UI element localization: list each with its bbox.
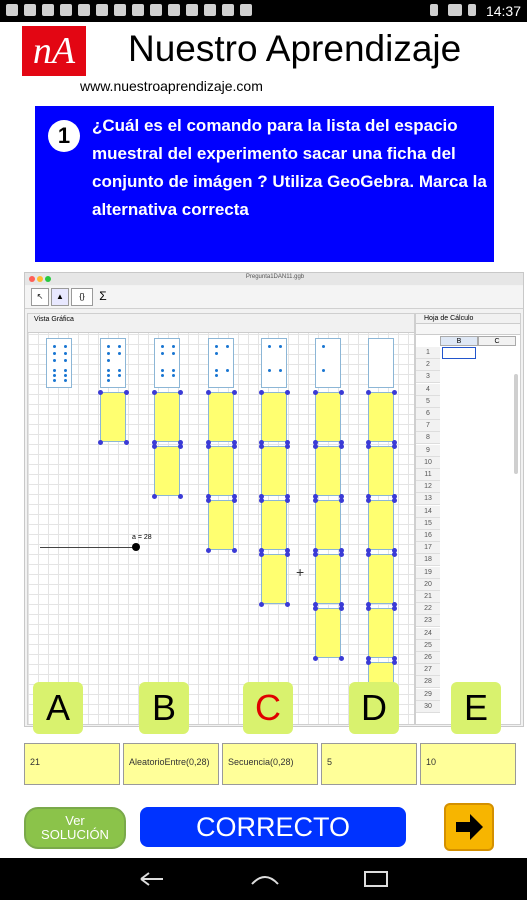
ver-label: Ver: [65, 813, 85, 828]
vertex-point[interactable]: [98, 440, 103, 445]
yellow-card: [208, 392, 234, 442]
yellow-card: [208, 446, 234, 496]
row-header[interactable]: 1: [416, 347, 440, 359]
vertex-point[interactable]: [206, 390, 211, 395]
vertex-point[interactable]: [313, 444, 318, 449]
domino-tile: [261, 338, 287, 388]
recent-apps-icon[interactable]: [361, 869, 391, 889]
yellow-card: [261, 554, 287, 604]
yellow-card: [368, 500, 394, 550]
app-title: Nuestro Aprendizaje: [128, 28, 462, 69]
vertex-point[interactable]: [313, 552, 318, 557]
vertex-point[interactable]: [285, 602, 290, 607]
scrollbar[interactable]: [514, 374, 518, 474]
bluetooth-icon: [430, 4, 438, 16]
wrench-icon: [60, 4, 72, 16]
clock: 14:37: [485, 3, 521, 19]
slider-label: a = 28: [132, 534, 152, 541]
domino-tile: [208, 338, 234, 388]
option-d-button[interactable]: [349, 682, 399, 734]
option-letter: D: [361, 687, 387, 728]
yellow-card: [368, 554, 394, 604]
vertex-point[interactable]: [232, 498, 237, 503]
option-b-button[interactable]: [139, 682, 189, 734]
domino-tile: [100, 338, 126, 388]
row-header[interactable]: 28: [416, 676, 440, 688]
option-c-button[interactable]: [243, 682, 293, 734]
vertex-point[interactable]: [366, 498, 371, 503]
vertex-point[interactable]: [339, 552, 344, 557]
yellow-card: [315, 608, 341, 658]
notification-icon: [6, 4, 18, 16]
move-tool-icon[interactable]: ↖: [31, 288, 49, 306]
row-header[interactable]: 5: [416, 396, 440, 408]
image-icon: [240, 4, 252, 16]
wrench-icon: [42, 4, 54, 16]
answer-e[interactable]: 10: [420, 743, 516, 785]
result-banner: CORRECTO: [140, 807, 406, 847]
vertex-point[interactable]: [259, 498, 264, 503]
vertex-point[interactable]: [285, 390, 290, 395]
vertex-point[interactable]: [366, 552, 371, 557]
warning-icon: [132, 4, 144, 16]
solucion-label: SOLUCIÓN: [41, 827, 109, 842]
vertex-point[interactable]: [259, 444, 264, 449]
row-header[interactable]: 4: [416, 384, 440, 396]
download-icon: [168, 4, 180, 16]
window-titlebar: [25, 273, 524, 285]
sigma-tool-icon[interactable]: Σ: [99, 289, 107, 303]
yellow-card: [208, 500, 234, 550]
vertex-point[interactable]: [366, 606, 371, 611]
vertex-point[interactable]: [392, 606, 397, 611]
row-header[interactable]: 24: [416, 628, 440, 640]
file-title: Pregunta1DAN11.ggb: [245, 274, 305, 280]
option-letter: A: [45, 687, 70, 728]
yellow-card: [261, 446, 287, 496]
slider-handle[interactable]: [132, 543, 140, 551]
ver-solucion-button[interactable]: [24, 807, 126, 849]
vertex-point[interactable]: [206, 444, 211, 449]
row-header[interactable]: 21: [416, 591, 440, 603]
vertex-point[interactable]: [392, 660, 397, 665]
row-header[interactable]: 6: [416, 408, 440, 420]
next-button[interactable]: [444, 803, 494, 851]
vertex-point[interactable]: [392, 498, 397, 503]
row-header[interactable]: 20: [416, 579, 440, 591]
row-header[interactable]: 10: [416, 457, 440, 469]
row-header[interactable]: 17: [416, 542, 440, 554]
row-header[interactable]: 25: [416, 640, 440, 652]
domino-tile: [368, 338, 394, 388]
vertex-point[interactable]: [152, 444, 157, 449]
yellow-card: [154, 392, 180, 442]
yellow-card: [261, 392, 287, 442]
vertex-point[interactable]: [285, 498, 290, 503]
arrow-right-icon: [446, 805, 492, 849]
spreadsheet-title: Hoja de Cálculo: [424, 315, 474, 322]
graphics-view-title: Vista Gráfica: [34, 316, 74, 323]
selected-cell[interactable]: [442, 347, 476, 359]
row-header[interactable]: 30: [416, 701, 440, 713]
warning-icon: [150, 4, 162, 16]
chart-tool-icon[interactable]: ▲: [51, 288, 69, 306]
image-icon: [222, 4, 234, 16]
list-tool-icon[interactable]: {}: [71, 288, 93, 306]
option-letter: B: [151, 687, 176, 728]
vertex-point[interactable]: [285, 444, 290, 449]
row-header[interactable]: 15: [416, 518, 440, 530]
row-header[interactable]: 23: [416, 615, 440, 627]
vertex-point[interactable]: [178, 494, 183, 499]
option-letter: E: [463, 687, 488, 728]
crosshair-icon: +: [296, 564, 305, 580]
yellow-card: [315, 500, 341, 550]
status-bar: [0, 0, 527, 22]
row-header[interactable]: 7: [416, 420, 440, 432]
yellow-card: [315, 392, 341, 442]
yellow-card: [315, 446, 341, 496]
usb-icon: [186, 4, 198, 16]
spreadsheet-view[interactable]: [415, 313, 521, 725]
fb-icon: [78, 4, 90, 16]
vertex-point[interactable]: [152, 494, 157, 499]
vertex-point[interactable]: [178, 444, 183, 449]
navigation-bar: [0, 858, 527, 900]
vertex-point[interactable]: [392, 552, 397, 557]
vertex-point[interactable]: [366, 660, 371, 665]
option-a-button[interactable]: [33, 682, 83, 734]
row-header[interactable]: 16: [416, 530, 440, 542]
vertex-point[interactable]: [392, 390, 397, 395]
vertex-point[interactable]: [339, 390, 344, 395]
yellow-card: [315, 554, 341, 604]
vertex-point[interactable]: [339, 606, 344, 611]
vertex-point[interactable]: [285, 552, 290, 557]
geogebra-toolbar: [25, 286, 524, 309]
row-header[interactable]: 14: [416, 506, 440, 518]
vertex-point[interactable]: [232, 444, 237, 449]
domino-tile: [315, 338, 341, 388]
home-icon[interactable]: [249, 870, 281, 888]
column-header-b[interactable]: B: [440, 336, 478, 346]
option-letter: C: [255, 687, 281, 728]
row-header[interactable]: 19: [416, 567, 440, 579]
row-header[interactable]: 9: [416, 445, 440, 457]
vertex-point[interactable]: [339, 498, 344, 503]
row-header[interactable]: 12: [416, 481, 440, 493]
vertex-point[interactable]: [152, 390, 157, 395]
row-header[interactable]: 18: [416, 554, 440, 566]
answer-b[interactable]: AleatorioEntre(0,28): [123, 743, 219, 785]
domino-tile: [154, 338, 180, 388]
answer-c[interactable]: Secuencia(0,28): [222, 743, 318, 785]
vertex-point[interactable]: [124, 390, 129, 395]
vertex-point[interactable]: [178, 390, 183, 395]
graphics-view-header: [28, 314, 414, 333]
row-header[interactable]: 26: [416, 652, 440, 664]
wifi-icon: [448, 4, 462, 16]
slider-track[interactable]: [40, 547, 136, 548]
answer-d[interactable]: 5: [321, 743, 417, 785]
notification-icon: [24, 4, 36, 16]
battery-icon: [468, 4, 476, 16]
yellow-card: [261, 500, 287, 550]
row-header[interactable]: 22: [416, 603, 440, 615]
spreadsheet-toolbar: [416, 324, 520, 335]
row-header[interactable]: 13: [416, 493, 440, 505]
domino-tile: [46, 338, 72, 388]
vertex-point[interactable]: [313, 498, 318, 503]
yellow-card: [154, 446, 180, 496]
spreadsheet-header: [416, 314, 520, 324]
column-header-c[interactable]: C: [478, 336, 516, 346]
answer-a[interactable]: 21: [24, 743, 120, 785]
settings-icon: [204, 4, 216, 16]
question-number: 1: [48, 120, 80, 152]
geogebra-window[interactable]: [24, 272, 524, 727]
image-icon: [114, 4, 126, 16]
notification-icon: [96, 4, 108, 16]
vertex-point[interactable]: [339, 656, 344, 661]
row-header[interactable]: 27: [416, 664, 440, 676]
vertex-point[interactable]: [313, 656, 318, 661]
row-header[interactable]: 8: [416, 432, 440, 444]
row-header[interactable]: 11: [416, 469, 440, 481]
row-header[interactable]: 2: [416, 359, 440, 371]
vertex-point[interactable]: [98, 390, 103, 395]
row-header[interactable]: 3: [416, 371, 440, 383]
graphics-view[interactable]: [27, 313, 415, 725]
question-text: ¿Cuál es el comando para la lista del espacio muestral del experimento sacar una ficha del conjunto de imágen ? Utiliza GeoGebra. Marca la alternativa correcta: [92, 116, 487, 219]
vertex-point[interactable]: [232, 548, 237, 553]
vertex-point[interactable]: [313, 390, 318, 395]
vertex-point[interactable]: [206, 498, 211, 503]
vertex-point[interactable]: [232, 390, 237, 395]
vertex-point[interactable]: [259, 390, 264, 395]
yellow-card: [368, 446, 394, 496]
vertex-point[interactable]: [366, 390, 371, 395]
yellow-card: [368, 608, 394, 658]
yellow-card: [368, 392, 394, 442]
app-logo: nA: [22, 26, 86, 76]
vertex-point[interactable]: [124, 440, 129, 445]
vertex-point[interactable]: [313, 606, 318, 611]
website-url: www.nuestroaprendizaje.com: [80, 78, 263, 94]
vertex-point[interactable]: [259, 552, 264, 557]
vertex-point[interactable]: [206, 548, 211, 553]
back-icon[interactable]: [137, 870, 167, 888]
row-header[interactable]: 29: [416, 689, 440, 701]
vertex-point[interactable]: [392, 444, 397, 449]
option-e-button[interactable]: [451, 682, 501, 734]
yellow-card: [100, 392, 126, 442]
vertex-point[interactable]: [339, 444, 344, 449]
vertex-point[interactable]: [259, 602, 264, 607]
vertex-point[interactable]: [366, 444, 371, 449]
